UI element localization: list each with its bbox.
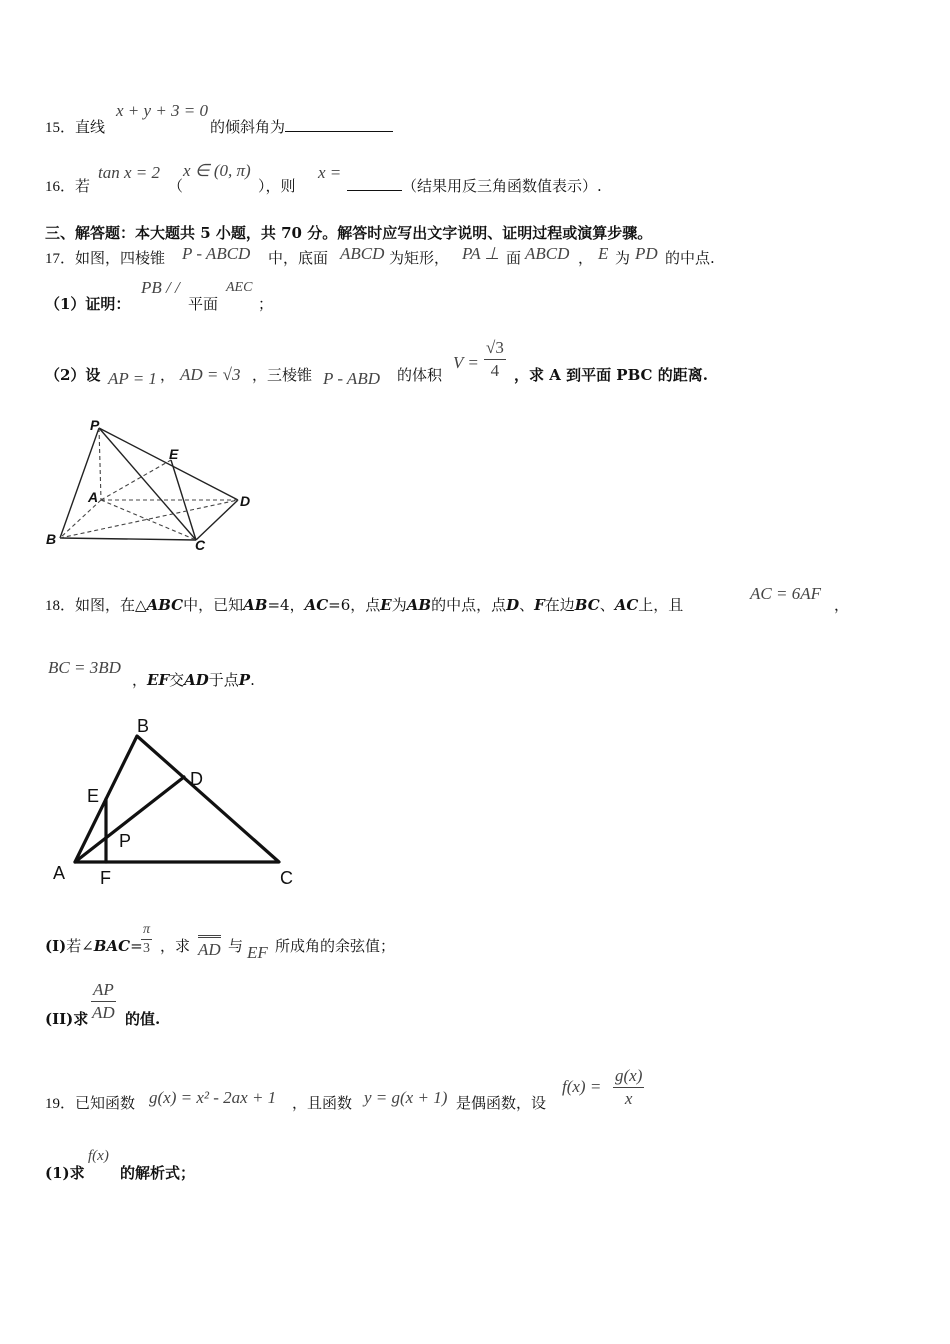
q16-text-post: （结果用反三角函数值表示）. <box>402 177 602 195</box>
q17-part2-m-ad: AD = √3 <box>180 365 241 384</box>
q17-part2-m-ap: AP = 1 <box>108 369 157 388</box>
q18-t15: . <box>250 671 255 689</box>
q17-part1-m-aec: AEC <box>226 280 253 295</box>
q18-f: F <box>534 596 545 614</box>
q19-m-f: f(x) = <box>562 1077 602 1096</box>
q18-line-2 <box>132 669 255 690</box>
q18-i-vec: AD <box>198 940 221 959</box>
q19-num: 19． <box>45 1096 76 1112</box>
q19-fden: x <box>624 1089 633 1108</box>
q17-text-4: 面 <box>506 249 522 267</box>
q18-m-bc3bd: BC = 3BD <box>48 658 121 677</box>
q15 <box>45 116 105 137</box>
q17-m-e: E <box>598 244 609 263</box>
q18-t7: 、 <box>519 596 535 614</box>
q19-p1-label: (1) <box>45 1164 70 1182</box>
q16-number: 16． <box>45 179 76 195</box>
q16-answer-blank[interactable] <box>347 176 402 191</box>
q18-t5: 为 <box>391 596 407 614</box>
q17-part2-vol-den: 4 <box>490 361 500 380</box>
q18-triangle-figure <box>45 712 305 892</box>
q17-text-6: 为 <box>615 249 631 267</box>
fig18-label-f: F <box>100 868 111 888</box>
q18-i-t5: 所成角的余弦值； <box>275 937 396 955</box>
q19-m-y: y = g(x + 1) <box>364 1088 448 1107</box>
q15-answer-blank[interactable] <box>285 117 393 132</box>
q18-t8: 在边 <box>544 596 575 614</box>
q19-t2: ，且函数 <box>292 1094 353 1112</box>
q17-part2-text-1: ，三棱锥 <box>252 366 313 384</box>
q19-m-g: g(x) = x² - 2ax + 1 <box>149 1088 277 1107</box>
q17-num: 17． <box>45 251 76 267</box>
q18-t2: 中，已知 <box>183 596 244 614</box>
q18-t12: ， <box>132 671 148 689</box>
q19-part1-m-f: f(x) <box>88 1148 109 1164</box>
edge-bd <box>60 500 238 538</box>
q18-part-i-label: (I) <box>45 937 67 955</box>
q18-ac: AC <box>304 596 329 614</box>
q18-part-ii-label <box>45 1008 88 1029</box>
q16-eq-tan: tan x = 2 <box>98 163 160 182</box>
q16-rparen: ），则 <box>258 177 296 195</box>
q18-i-den: 3 <box>143 941 150 956</box>
q18-abc: ABC <box>146 596 184 614</box>
q18-ad: AD <box>184 671 209 689</box>
q17-part2-comma: ， <box>160 366 176 384</box>
q18-i-num: π <box>141 922 152 940</box>
q18-bc: BC <box>574 596 600 614</box>
q17-number <box>45 247 165 268</box>
q17-part1-label: （1）证明： <box>45 295 131 313</box>
q17-text-1: 如图，四棱锥 <box>75 249 166 267</box>
q18-m-ac6af: AC = 6AF <box>750 584 821 603</box>
q17-pyramid-figure <box>40 412 260 557</box>
q17-text-7: 的中点. <box>665 249 715 267</box>
q18-t1: 如图，在△ <box>75 596 147 614</box>
edge-ae <box>101 460 171 500</box>
section-3-heading: 三、解答题：本大题共 5 小题，共 70 分。解答时应写出文字说明、证明过程或演算步骤。 <box>45 224 653 242</box>
q18-i-t1: 若∠ <box>66 937 94 955</box>
q18-ac2: AC <box>614 596 639 614</box>
edge-pc <box>99 428 196 540</box>
fig18-label-e: E <box>87 786 100 806</box>
q18-i-t4: 与 <box>228 937 244 955</box>
q18-t14: 于点 <box>208 671 239 689</box>
q17-part2-m-pabd: P - ABD <box>323 369 380 388</box>
fig18-label-b: B <box>137 716 150 736</box>
q18-line-1 <box>45 594 683 615</box>
edge-cd <box>196 500 238 540</box>
q18-t10: 上，且 <box>638 596 684 614</box>
q18-ii-t1: 求 <box>73 1010 89 1028</box>
q18-ab: AB <box>243 596 268 614</box>
q17-m-pd: PD <box>635 244 658 263</box>
q18-i-vector-ad <box>198 935 221 960</box>
q18-t13: 交 <box>169 671 185 689</box>
q15-number: 15． <box>45 120 76 136</box>
edge-pa <box>99 428 101 500</box>
edge-bc <box>60 538 196 540</box>
q18-ii-num: AP <box>91 980 116 1002</box>
q18-ii-den: AD <box>92 1003 115 1022</box>
q17-text-5: ， <box>578 249 594 267</box>
q17-part2-label: （2）设 <box>45 366 101 384</box>
q18-i-bac: BAC <box>93 937 131 955</box>
q18-i-t3: ，求 <box>160 937 191 955</box>
q16-text-pre: 若 <box>75 177 91 195</box>
fig17-label-e: E <box>169 446 179 462</box>
q18-part-ii-fraction <box>91 980 116 1023</box>
q19-line-1 <box>45 1092 135 1113</box>
q15-post <box>210 116 393 137</box>
q19-t3: 是偶函数，设 <box>456 1094 547 1112</box>
q17-m-pabcd: P - ABCD <box>182 244 251 263</box>
fig18-label-a: A <box>53 863 66 883</box>
q16-eq-x: x = <box>318 163 342 182</box>
q18-t3: =4， <box>267 596 305 614</box>
q19-part1-t2: 的解析式； <box>120 1164 196 1182</box>
edge-ac <box>101 500 196 540</box>
fig18-label-c: C <box>280 868 293 888</box>
fig17-label-d: D <box>240 493 251 509</box>
q16-lparen: （ <box>168 177 184 195</box>
q19-p1-t1: 求 <box>69 1164 85 1182</box>
edge-pb <box>60 428 99 538</box>
q17-text-2: 中，底面 <box>268 249 329 267</box>
q17-part1-text: 平面 <box>188 295 219 313</box>
fig18-label-d: D <box>190 769 203 789</box>
q18-t9: 、 <box>599 596 615 614</box>
fig17-label-c: C <box>195 537 206 553</box>
q18-i-t2: = <box>130 937 143 955</box>
fig17-label-a: A <box>88 489 99 505</box>
fig17-label-p: P <box>90 417 100 433</box>
q19-t1: 已知函数 <box>75 1094 136 1112</box>
q18-part-i <box>45 935 143 956</box>
q17-part1-end: ； <box>258 295 274 313</box>
q18-i-ef: EF <box>247 943 268 962</box>
q17-text-3: 为矩形， <box>389 249 450 267</box>
q18-e: E <box>380 596 392 614</box>
q19-part1-label <box>45 1162 85 1183</box>
q18-t6: 的中点，点 <box>431 596 507 614</box>
q18-ab2: AB <box>406 596 432 614</box>
q17-part1-m-pb: PB / / <box>141 278 180 297</box>
q17-m-pa-perp: PA ⊥ <box>462 244 500 263</box>
q19-f-fraction <box>613 1066 644 1109</box>
q17-part2-text-3: ，求 A 到平面 PBC 的距离. <box>514 366 708 384</box>
q17-part2-volume-fraction <box>484 338 506 381</box>
q18-part-i-angle-fraction <box>141 922 152 957</box>
q16-eq-interval: x ∈ (0, π) <box>183 161 251 180</box>
q17-part2-m-v: V = <box>453 353 479 372</box>
q18-d: D <box>506 596 520 614</box>
q19-fnum: g(x) <box>613 1066 644 1088</box>
q18-p: P <box>238 671 251 689</box>
fig17-label-b: B <box>46 531 57 547</box>
q15-text-post: 的倾斜角为 <box>210 118 286 136</box>
q18-t4: =6，点 <box>328 596 381 614</box>
q17-m-abcd: ABCD <box>340 244 385 263</box>
q15-equation: x + y + 3 = 0 <box>116 101 209 120</box>
q16-post <box>347 175 602 196</box>
q18-ii-label: (II) <box>45 1010 74 1028</box>
fig18-label-p: P <box>119 831 132 851</box>
q17-m-abcd-2: ABCD <box>525 244 570 263</box>
q18-ef: EF <box>147 671 170 689</box>
q17-part2-vol-num: √3 <box>484 338 506 360</box>
q15-text-pre: 直线 <box>75 118 106 136</box>
q18-comma: ， <box>834 596 850 614</box>
q17-part2-text-2: 的体积 <box>397 366 443 384</box>
q16 <box>45 175 90 196</box>
q18-num: 18． <box>45 598 76 614</box>
q18-ii-t2: 的值. <box>125 1010 161 1028</box>
